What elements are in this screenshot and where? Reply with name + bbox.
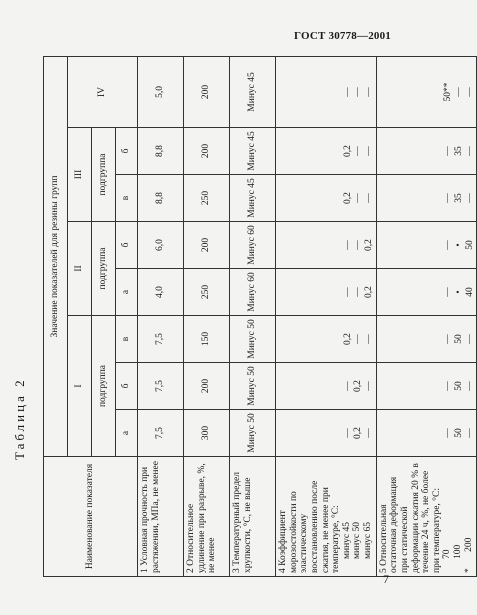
value-line: — (464, 87, 475, 97)
value-line: • (454, 243, 464, 247)
value-line: 0,2 (342, 192, 353, 204)
value-cell: 250 (184, 269, 230, 316)
value-line: 0,2 (353, 427, 364, 439)
value-line: — (364, 146, 374, 156)
value-line: — (464, 428, 475, 438)
value-line: 50 (454, 381, 464, 391)
subgroup-header: в (116, 316, 138, 363)
value-cell: 6,0 (138, 222, 184, 269)
value-line: 50 (454, 334, 464, 344)
group-3-header: III (68, 128, 92, 222)
value-cell (276, 410, 377, 457)
group-1-subgroup-label: подгруппа (92, 316, 116, 457)
value-line: — (342, 240, 353, 250)
table-row (138, 56, 184, 576)
value-cell: 5,0 (138, 56, 184, 127)
value-cell (376, 410, 477, 457)
value-line: — (364, 334, 374, 344)
value-line: 50** (443, 82, 454, 102)
value-line: — (443, 193, 454, 203)
value-line: — (443, 240, 454, 250)
value-cell: 200 (184, 128, 230, 175)
value-line: — (342, 428, 353, 438)
value-cell (276, 269, 377, 316)
row-name (376, 457, 477, 577)
value-cell: 150 (184, 316, 230, 363)
page-number: 7 (383, 572, 389, 586)
value-cell: Минус 45 (230, 56, 276, 127)
value-line: — (342, 287, 353, 297)
value-cell (276, 175, 377, 222)
group-1-header: I (68, 316, 92, 457)
group-2-header: II (68, 222, 92, 316)
row-subname: минус 65 (363, 521, 373, 559)
row-subname: минус 50 (352, 521, 363, 559)
subgroup-header: б (116, 128, 138, 175)
value-cell (376, 316, 477, 363)
value-line: — (464, 146, 475, 156)
value-line: — (353, 193, 364, 203)
value-line: — (443, 428, 454, 438)
row-name: 3 Температурный предел хрупкости, °С, не выше (230, 457, 276, 577)
subgroup-header: б (116, 363, 138, 410)
rotated-table-container (43, 57, 475, 577)
row-name-text: 4 Коэффициент морозостойкости по эластическому восстановлению после сжатия, не менее при температуре, °С: (278, 480, 342, 573)
value-line: — (353, 240, 364, 250)
value-line: — (443, 146, 454, 156)
table-row (184, 56, 230, 576)
footnote-mark: * (463, 568, 474, 573)
value-line: 35 (454, 146, 464, 156)
values-header: Значение показателей для резины групп (44, 56, 68, 456)
value-line: 0,2 (364, 286, 374, 298)
value-line: 35 (454, 193, 464, 203)
value-cell: 7,5 (138, 363, 184, 410)
row-name-text: 5 Относительная остаточная деформация при статической деформации сжатия 20 % в течение 24 ч, %, не более при температуре, °С: (378, 463, 442, 573)
value-line: — (364, 193, 374, 203)
subgroup-header: б (116, 222, 138, 269)
value-cell: Минус 60 (230, 269, 276, 316)
value-line: — (342, 381, 353, 391)
value-line: — (464, 381, 475, 391)
value-cell: 300 (184, 410, 230, 457)
value-cell (376, 175, 477, 222)
value-cell: 4,0 (138, 269, 184, 316)
value-cell: 8,8 (138, 128, 184, 175)
value-cell (276, 316, 377, 363)
table-row (376, 56, 477, 576)
value-cell (376, 222, 477, 269)
group-3-subgroup-label: подгруппа (92, 128, 116, 222)
row-subname: 70 (442, 549, 453, 559)
value-line: 50 (464, 240, 475, 250)
name-column-header: Наименование показателя (44, 457, 138, 577)
row-subname-text: 200 (463, 537, 474, 552)
value-line: 0,2 (342, 333, 353, 345)
value-line: — (353, 334, 364, 344)
row-name (276, 457, 377, 577)
value-cell (276, 128, 377, 175)
value-cell: 200 (184, 222, 230, 269)
value-cell: 200 (184, 363, 230, 410)
value-line: — (364, 428, 374, 438)
subgroup-header: а (116, 410, 138, 457)
value-cell: Минус 45 (230, 128, 276, 175)
value-line: — (443, 334, 454, 344)
value-cell: 7,5 (138, 316, 184, 363)
subgroup-header: а (116, 269, 138, 316)
value-line: — (353, 146, 364, 156)
value-cell (376, 56, 477, 127)
value-line: 0,2 (353, 380, 364, 392)
properties-table (43, 56, 477, 577)
value-line: — (342, 87, 353, 97)
table-row (276, 56, 377, 576)
row-subname: минус 45 (341, 521, 352, 559)
value-line: 0,2 (364, 239, 374, 251)
value-cell (276, 56, 377, 127)
table-row (230, 56, 276, 576)
row-subname (464, 460, 475, 573)
value-line: — (364, 381, 374, 391)
value-cell (376, 128, 477, 175)
value-cell (276, 363, 377, 410)
value-line: — (364, 87, 374, 97)
row-subname: 100 (453, 544, 463, 559)
value-line: 50 (454, 428, 464, 438)
value-cell (276, 222, 377, 269)
group-2-subgroup-label: подгруппа (92, 222, 116, 316)
value-cell: Минус 50 (230, 363, 276, 410)
value-line: 40 (464, 287, 475, 297)
value-line: — (443, 381, 454, 391)
value-cell: Минус 50 (230, 316, 276, 363)
standard-header: ГОСТ 30778—2001 (294, 30, 391, 42)
table-caption: Таблица 2 (12, 377, 27, 460)
value-cell (376, 269, 477, 316)
value-cell: Минус 45 (230, 175, 276, 222)
value-line: — (464, 334, 475, 344)
value-line: — (353, 287, 364, 297)
value-cell: 8,8 (138, 175, 184, 222)
value-cell: 200 (184, 56, 230, 127)
value-line: 0,2 (342, 145, 353, 157)
value-cell: 7,5 (138, 410, 184, 457)
value-cell: Минус 60 (230, 222, 276, 269)
value-cell (376, 363, 477, 410)
group-4-header: IV (68, 56, 138, 127)
row-name: 1 Условная прочность при растяжении, МПа, не менее (138, 457, 184, 577)
value-line: — (464, 193, 475, 203)
value-line: — (353, 87, 364, 97)
subgroup-header: в (116, 175, 138, 222)
row-name: 2 Относительное удлинение при разрыве, %, не менее (184, 457, 230, 577)
value-line: • (454, 290, 464, 294)
value-line: — (454, 87, 464, 97)
value-cell: 250 (184, 175, 230, 222)
value-cell: Минус 50 (230, 410, 276, 457)
value-line: — (443, 287, 454, 297)
